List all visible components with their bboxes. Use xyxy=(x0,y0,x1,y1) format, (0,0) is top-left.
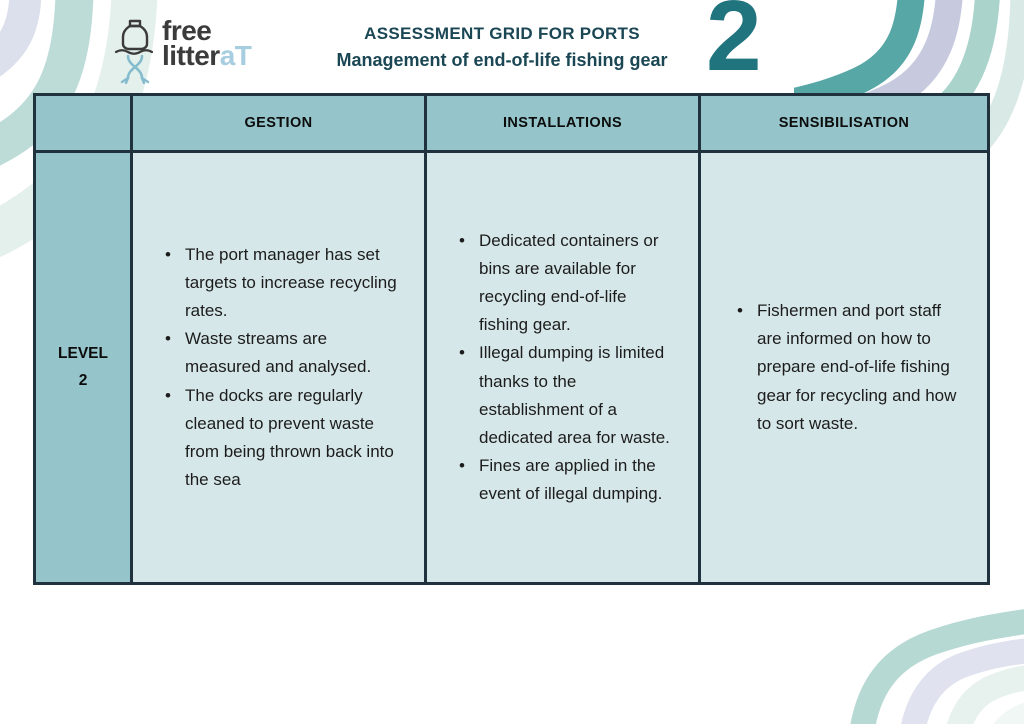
brand-suffix: aT xyxy=(219,40,252,71)
row-header-level-2 xyxy=(36,153,133,582)
wave-decoration-bottom-right xyxy=(814,574,1024,724)
list-item: • The port manager has set targets to increase recycling rates. xyxy=(164,241,402,325)
list-item: • Dedicated containers or bins are available for recycling end-of-life fishing gear. xyxy=(458,227,676,339)
freelitter-logo xyxy=(114,15,252,84)
gestion-bullet-list xyxy=(133,241,424,493)
list-item: • The docks are regularly cleaned to prevent waste from being thrown back into the sea xyxy=(164,382,402,494)
cell-sensibilisation xyxy=(701,153,987,582)
row-header-level-number: 2 xyxy=(78,371,88,389)
brand-name-line1: free xyxy=(162,15,212,46)
row-header-level-label: LEVEL xyxy=(58,345,108,363)
list-item: • Illegal dumping is limited thanks to the establishment of a dedicated area for waste. xyxy=(458,339,676,451)
list-item: • Fishermen and port staff are informed on how to prepare end-of-life fishing gear for recycling and how to sort waste. xyxy=(736,297,965,437)
brand-name xyxy=(162,15,252,71)
freelitter-logo-icon xyxy=(114,18,156,84)
page-title-line1: ASSESSMENT GRID FOR PORTS xyxy=(364,24,640,43)
header-cell-sensibilisation: SENSIBILISATION xyxy=(701,96,987,153)
header-cell-gestion: GESTION xyxy=(133,96,427,153)
header-cell-installations: INSTALLATIONS xyxy=(427,96,701,153)
cell-gestion xyxy=(133,153,427,582)
list-item: • Fines are applied in the event of illegal dumping. xyxy=(458,452,676,508)
page-title-line2: Management of end-of-life fishing gear xyxy=(336,50,668,70)
header-cell-empty xyxy=(36,96,133,153)
brand-name-line2: litteraT xyxy=(162,40,252,71)
assessment-grid-table xyxy=(33,93,990,585)
page-title xyxy=(252,24,752,71)
sheet-number: 2 xyxy=(706,0,762,92)
sensibilisation-bullet-list xyxy=(701,297,987,437)
cell-installations xyxy=(427,153,701,582)
list-item: • Waste streams are measured and analysed. xyxy=(164,325,402,381)
installations-bullet-list xyxy=(427,227,698,507)
